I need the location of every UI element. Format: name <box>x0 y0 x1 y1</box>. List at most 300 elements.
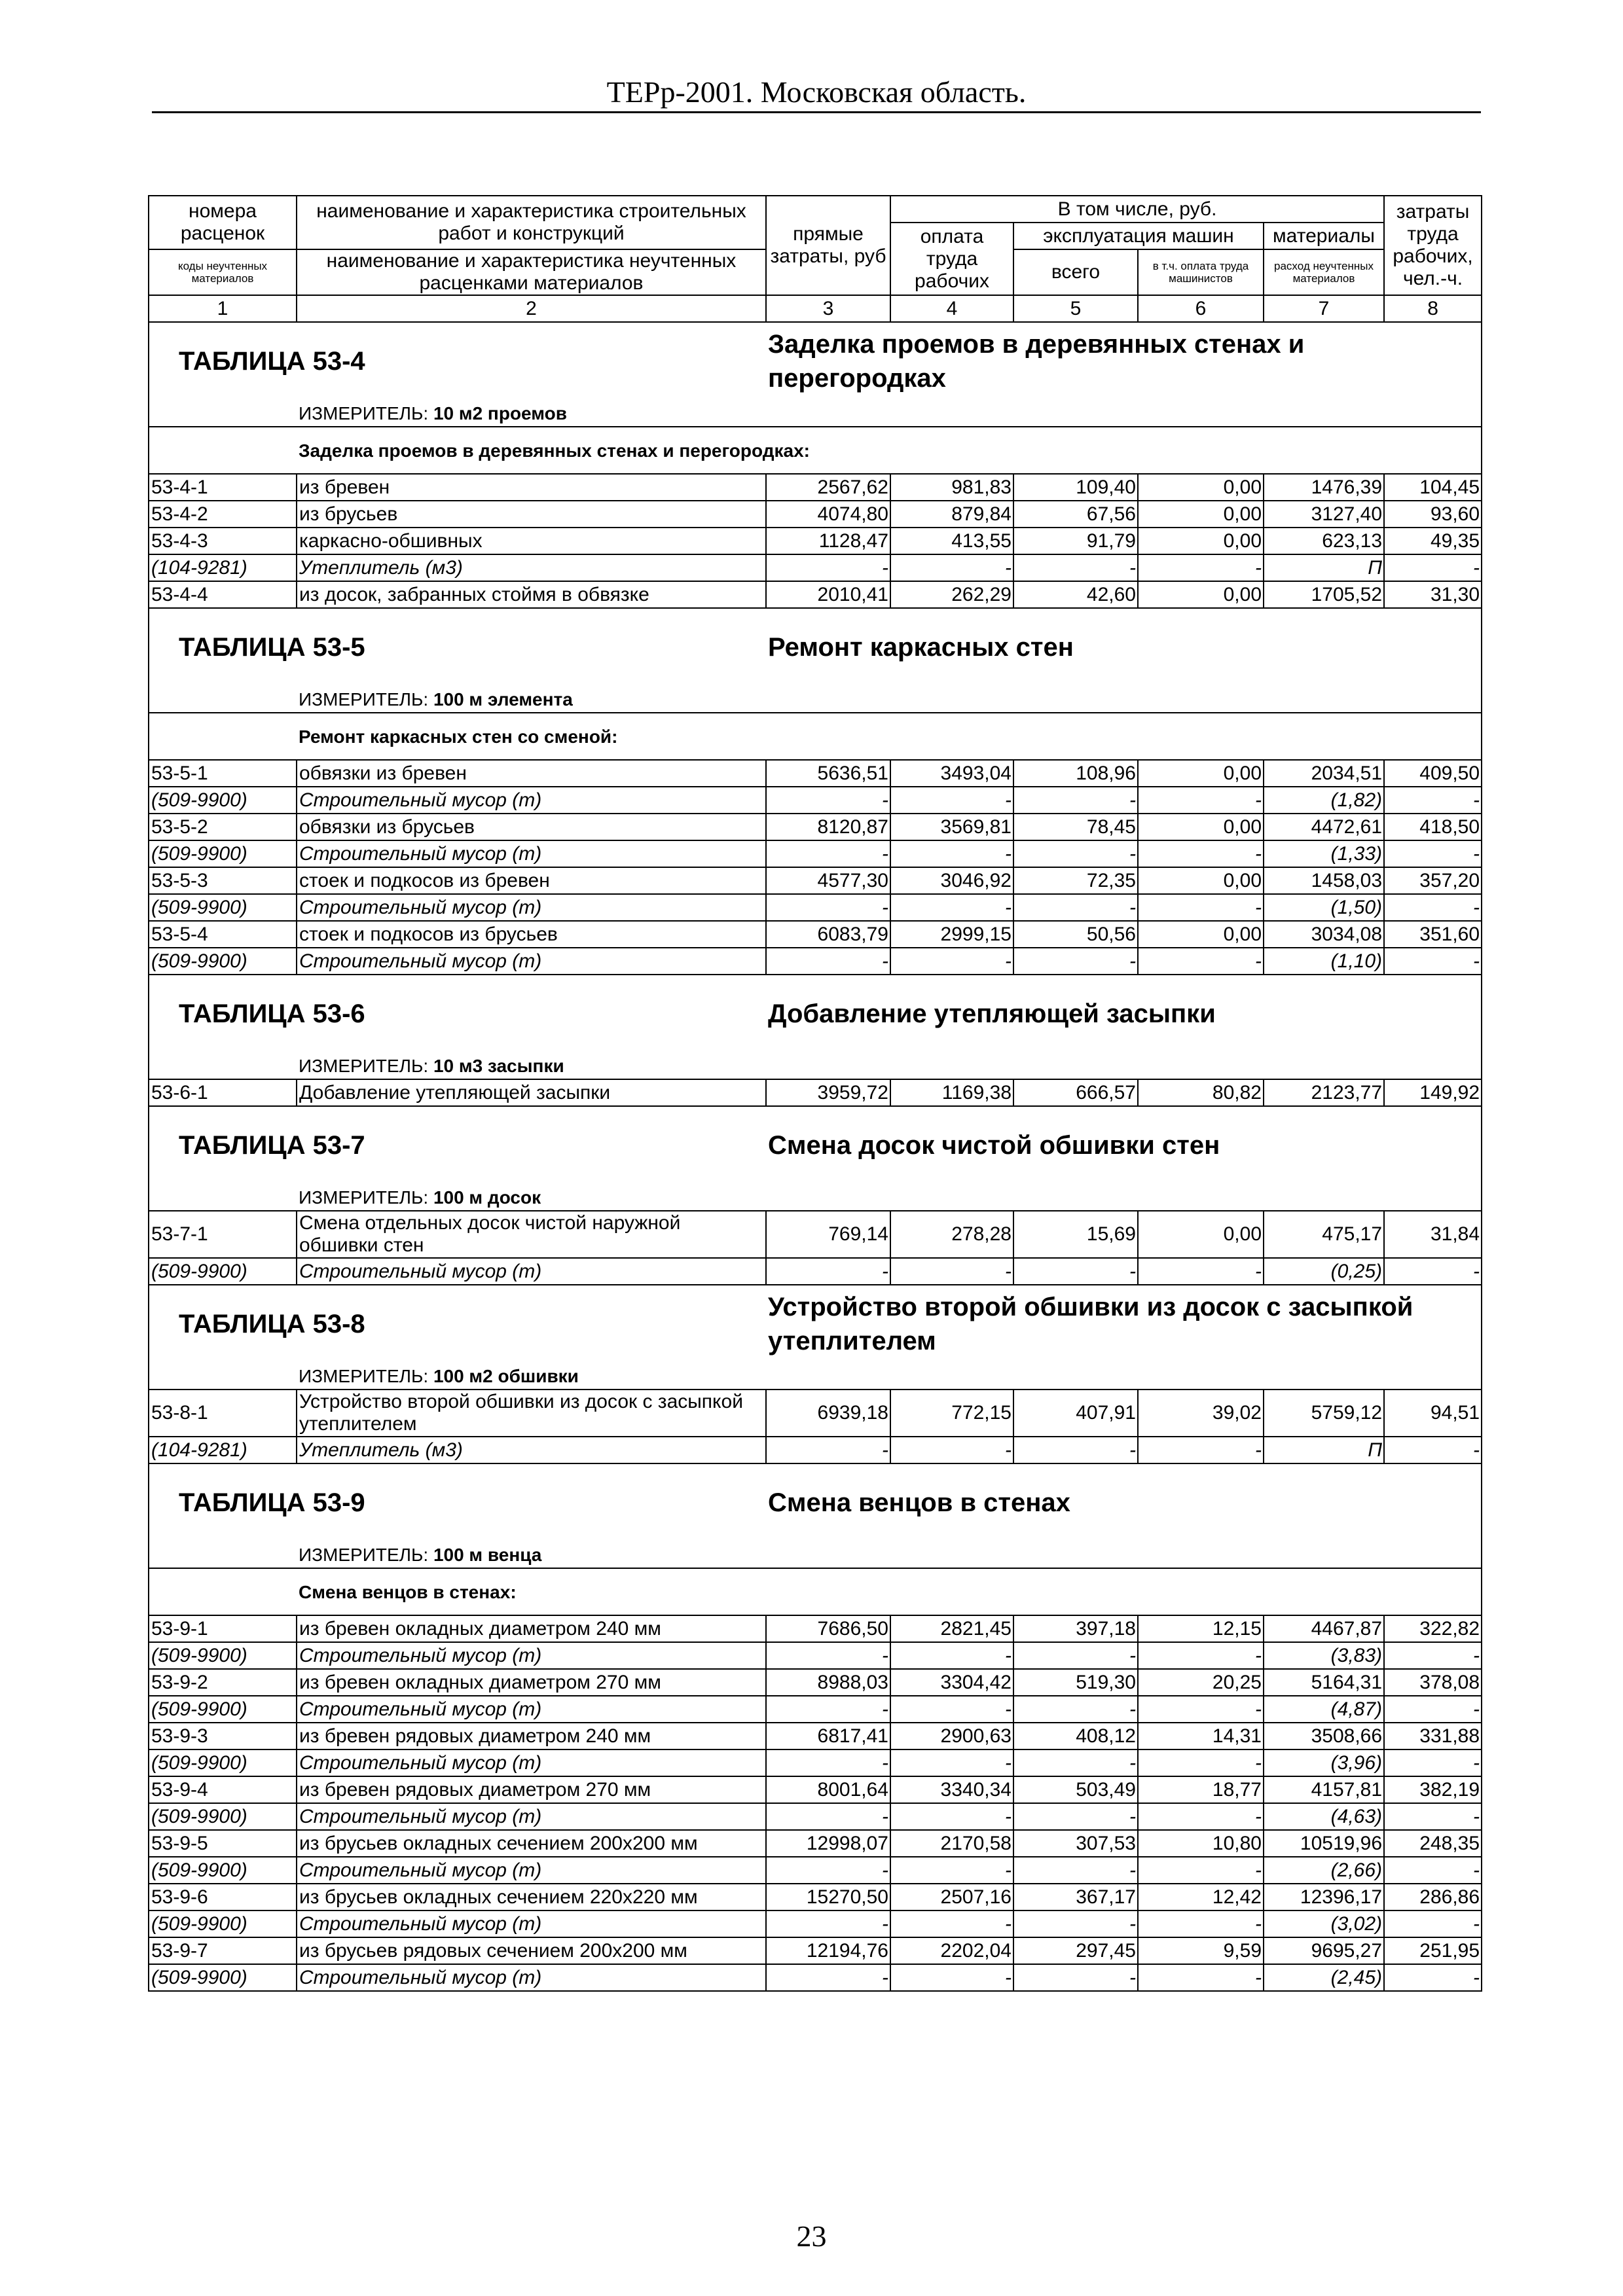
labor-hours-cell: - <box>1384 1803 1482 1830</box>
machinist-pay-cell: 12,42 <box>1138 1884 1264 1910</box>
labor-pay-cell: 2202,04 <box>890 1937 1013 1964</box>
machines-total-cell: 72,35 <box>1013 867 1138 894</box>
material-row <box>149 1696 1482 1723</box>
work-name-cell: обвязки из бревен <box>297 760 766 787</box>
machinist-pay-cell: 0,00 <box>1138 1211 1264 1258</box>
materials-cell: (1,50) <box>1264 894 1384 921</box>
materials-cell: (1,33) <box>1264 840 1384 867</box>
machines-total-cell: - <box>1013 1857 1138 1884</box>
direct-costs-cell: 4577,30 <box>766 867 890 894</box>
work-name-cell: Утеплитель (м3) <box>297 554 766 581</box>
machinist-pay-cell: - <box>1138 1857 1264 1884</box>
machines-total-cell: 15,69 <box>1013 1211 1138 1258</box>
work-name-cell: Строительный мусор (т) <box>297 840 766 867</box>
col-num: 6 <box>1138 295 1264 322</box>
machines-total-cell: - <box>1013 948 1138 975</box>
direct-costs-cell: 769,14 <box>766 1211 890 1258</box>
machinist-pay-cell: 18,77 <box>1138 1776 1264 1803</box>
col6-header: в т.ч. оплата труда машинистов <box>1138 249 1264 295</box>
direct-costs-cell: - <box>766 554 890 581</box>
labor-hours-cell: - <box>1384 554 1482 581</box>
group-header: В том числе, руб. <box>890 196 1384 223</box>
labor-pay-cell: 2170,58 <box>890 1830 1013 1857</box>
machinist-pay-cell: 39,02 <box>1138 1390 1264 1437</box>
work-name-cell: Добавление утепляющей засыпки <box>297 1079 766 1106</box>
materials-cell: 12396,17 <box>1264 1884 1384 1910</box>
labor-pay-cell: 2900,63 <box>890 1723 1013 1749</box>
machinist-pay-cell: 20,25 <box>1138 1669 1264 1696</box>
rate-code-cell: 53-5-4 <box>149 921 297 948</box>
materials-cell: (1,10) <box>1264 948 1384 975</box>
materials-cell: (0,25) <box>1264 1258 1384 1285</box>
machinist-pay-cell: - <box>1138 894 1264 921</box>
materials-cell: (2,45) <box>1264 1964 1384 1991</box>
machines-total-cell: - <box>1013 1258 1138 1285</box>
direct-costs-cell: 2010,41 <box>766 581 890 608</box>
materials-cell: 4467,87 <box>1264 1615 1384 1642</box>
material-row <box>149 1642 1482 1669</box>
work-name-cell: Строительный мусор (т) <box>297 1910 766 1937</box>
work-name-cell: обвязки из брусьев <box>297 814 766 840</box>
machines-total-cell: 91,79 <box>1013 528 1138 554</box>
work-name-cell: из брусьев окладных сечением 200х200 мм <box>297 1830 766 1857</box>
table-row <box>149 867 1482 894</box>
rate-code-cell: (509-9900) <box>149 840 297 867</box>
labor-hours-cell: 409,50 <box>1384 760 1482 787</box>
machinist-pay-cell: 0,00 <box>1138 501 1264 528</box>
document-title: ТЕРр-2001. Московская область. <box>152 73 1481 113</box>
section-53-5 <box>149 608 1482 686</box>
work-name-cell: из бревен <box>297 474 766 501</box>
rate-code-cell: (509-9900) <box>149 1857 297 1884</box>
direct-costs-cell: 6817,41 <box>766 1723 890 1749</box>
work-name-cell: из бревен рядовых диаметром 240 мм <box>297 1723 766 1749</box>
direct-costs-cell: 8001,64 <box>766 1776 890 1803</box>
work-name-cell: Строительный мусор (т) <box>297 787 766 814</box>
machinist-pay-cell: 80,82 <box>1138 1079 1264 1106</box>
machines-total-cell: 78,45 <box>1013 814 1138 840</box>
col1-subheader: коды неучтенных материалов <box>149 249 297 295</box>
table-row <box>149 1669 1482 1696</box>
labor-hours-cell: 31,30 <box>1384 581 1482 608</box>
col-num: 2 <box>297 295 766 322</box>
machinist-pay-cell: - <box>1138 1803 1264 1830</box>
direct-costs-cell: 15270,50 <box>766 1884 890 1910</box>
col-num: 4 <box>890 295 1013 322</box>
work-name-cell: Строительный мусор (т) <box>297 1642 766 1669</box>
labor-pay-cell: - <box>890 1258 1013 1285</box>
materials-cell: 5164,31 <box>1264 1669 1384 1696</box>
labor-pay-cell: 3493,04 <box>890 760 1013 787</box>
rate-code-cell: 53-8-1 <box>149 1390 297 1437</box>
unit-line: ИЗМЕРИТЕЛЬ: 100 м венца <box>297 1541 1482 1568</box>
rate-code-cell: 53-6-1 <box>149 1079 297 1106</box>
materials-cell: 3127,40 <box>1264 501 1384 528</box>
materials-cell: 475,17 <box>1264 1211 1384 1258</box>
work-name-cell: каркасно-обшивных <box>297 528 766 554</box>
material-row <box>149 840 1482 867</box>
col-num: 7 <box>1264 295 1384 322</box>
col-num: 8 <box>1384 295 1482 322</box>
machinist-pay-cell: 10,80 <box>1138 1830 1264 1857</box>
table-row <box>149 1615 1482 1642</box>
materials-cell: 5759,12 <box>1264 1390 1384 1437</box>
section-title: ТАБЛИЦА 53-7 <box>149 1106 766 1184</box>
machines-total-cell: 108,96 <box>1013 760 1138 787</box>
table-row <box>149 474 1482 501</box>
labor-hours-cell: 251,95 <box>1384 1937 1482 1964</box>
labor-hours-cell: 93,60 <box>1384 501 1482 528</box>
materials-cell: 2034,51 <box>1264 760 1384 787</box>
header-row-1 <box>149 196 1482 223</box>
table-row <box>149 1723 1482 1749</box>
rate-code-cell: (509-9900) <box>149 1696 297 1723</box>
materials-cell: (2,66) <box>1264 1857 1384 1884</box>
work-name-cell: из бревен рядовых диаметром 270 мм <box>297 1776 766 1803</box>
labor-pay-cell: 981,83 <box>890 474 1013 501</box>
machinist-pay-cell: - <box>1138 1437 1264 1463</box>
labor-hours-cell: - <box>1384 1258 1482 1285</box>
machinist-pay-cell: - <box>1138 1910 1264 1937</box>
rate-code-cell: (509-9900) <box>149 948 297 975</box>
machines-total-cell: 50,56 <box>1013 921 1138 948</box>
labor-hours-cell: - <box>1384 1964 1482 1991</box>
group-row <box>149 427 1482 474</box>
labor-hours-cell: 94,51 <box>1384 1390 1482 1437</box>
group-title: Ремонт каркасных стен со сменой: <box>297 713 1482 760</box>
table-row <box>149 1079 1482 1106</box>
section-description: Ремонт каркасных стен <box>766 608 1482 686</box>
unit-line: ИЗМЕРИТЕЛЬ: 10 м2 проемов <box>297 400 1482 427</box>
materials-cell: 4472,61 <box>1264 814 1384 840</box>
rate-code-cell: 53-4-1 <box>149 474 297 501</box>
rate-code-cell: 53-5-1 <box>149 760 297 787</box>
machinist-pay-cell: 0,00 <box>1138 921 1264 948</box>
section-53-8 <box>149 1285 1482 1363</box>
materials-cell: 3034,08 <box>1264 921 1384 948</box>
rate-code-cell: (509-9900) <box>149 787 297 814</box>
direct-costs-cell: 8988,03 <box>766 1669 890 1696</box>
section-unit <box>149 686 1482 713</box>
material-row <box>149 948 1482 975</box>
rate-code-cell: 53-4-3 <box>149 528 297 554</box>
labor-hours-cell: 382,19 <box>1384 1776 1482 1803</box>
labor-hours-cell: - <box>1384 1857 1482 1884</box>
machines-total-cell: - <box>1013 554 1138 581</box>
table-row <box>149 921 1482 948</box>
rate-code-cell: 53-5-3 <box>149 867 297 894</box>
machinist-pay-cell: - <box>1138 1642 1264 1669</box>
rate-code-cell: 53-9-4 <box>149 1776 297 1803</box>
material-row <box>149 1964 1482 1991</box>
direct-costs-cell: 5636,51 <box>766 760 890 787</box>
table-row <box>149 1776 1482 1803</box>
rate-code-cell: 53-9-1 <box>149 1615 297 1642</box>
machinist-pay-cell: - <box>1138 1749 1264 1776</box>
materials-cell: 623,13 <box>1264 528 1384 554</box>
direct-costs-cell: - <box>766 948 890 975</box>
labor-hours-cell: 149,92 <box>1384 1079 1482 1106</box>
machines-total-cell: 503,49 <box>1013 1776 1138 1803</box>
page-number: 23 <box>796 2219 827 2253</box>
materials-cell: 2123,77 <box>1264 1079 1384 1106</box>
work-name-cell: из брусьев окладных сечением 220х220 мм <box>297 1884 766 1910</box>
labor-pay-cell: - <box>890 1437 1013 1463</box>
table-row <box>149 1830 1482 1857</box>
direct-costs-cell: - <box>766 840 890 867</box>
col4-header: оплата труда рабочих <box>890 223 1013 295</box>
rate-code-cell: 53-9-6 <box>149 1884 297 1910</box>
machines-header: эксплуатация машин <box>1013 223 1264 249</box>
materials-cell: 10519,96 <box>1264 1830 1384 1857</box>
labor-pay-cell: 3340,34 <box>890 1776 1013 1803</box>
materials-cell: 1476,39 <box>1264 474 1384 501</box>
labor-pay-cell: - <box>890 787 1013 814</box>
col8-header: затраты труда рабочих, чел.-ч. <box>1384 196 1482 295</box>
machinist-pay-cell: 0,00 <box>1138 581 1264 608</box>
rate-code-cell: (509-9900) <box>149 1910 297 1937</box>
work-name-cell: Строительный мусор (т) <box>297 1964 766 1991</box>
machinist-pay-cell: - <box>1138 840 1264 867</box>
table-row <box>149 1211 1482 1258</box>
labor-pay-cell: 278,28 <box>890 1211 1013 1258</box>
work-name-cell: из брусьев рядовых сечением 200х200 мм <box>297 1937 766 1964</box>
materials-cell: (1,82) <box>1264 787 1384 814</box>
direct-costs-cell: 3959,72 <box>766 1079 890 1106</box>
col7-subheader: расход неучтенных материалов <box>1264 249 1384 295</box>
labor-hours-cell: - <box>1384 840 1482 867</box>
work-name-cell: Строительный мусор (т) <box>297 1857 766 1884</box>
labor-hours-cell: 286,86 <box>1384 1884 1482 1910</box>
machinist-pay-cell: - <box>1138 1696 1264 1723</box>
rate-code-cell: 53-7-1 <box>149 1211 297 1258</box>
machines-total-cell: - <box>1013 1803 1138 1830</box>
labor-pay-cell: 3046,92 <box>890 867 1013 894</box>
rate-code-cell: 53-9-2 <box>149 1669 297 1696</box>
materials-cell: (3,02) <box>1264 1910 1384 1937</box>
materials-cell: (3,83) <box>1264 1642 1384 1669</box>
rate-code-cell: 53-9-7 <box>149 1937 297 1964</box>
direct-costs-cell: 7686,50 <box>766 1615 890 1642</box>
rate-code-cell: (509-9900) <box>149 1642 297 1669</box>
machines-total-cell: - <box>1013 1642 1138 1669</box>
labor-pay-cell: - <box>890 840 1013 867</box>
direct-costs-cell: 2567,62 <box>766 474 890 501</box>
labor-pay-cell: - <box>890 554 1013 581</box>
section-unit <box>149 1363 1482 1390</box>
table-row <box>149 1390 1482 1437</box>
table-row <box>149 528 1482 554</box>
machinist-pay-cell: 14,31 <box>1138 1723 1264 1749</box>
work-name-cell: Устройство второй обшивки из досок с засыпкой утеплителем <box>297 1390 766 1437</box>
work-name-cell: Строительный мусор (т) <box>297 1803 766 1830</box>
col-num: 1 <box>149 295 297 322</box>
labor-pay-cell: 262,29 <box>890 581 1013 608</box>
machines-total-cell: 407,91 <box>1013 1390 1138 1437</box>
group-title: Заделка проемов в деревянных стенах и перегородках: <box>297 427 1482 474</box>
machinist-pay-cell: 0,00 <box>1138 814 1264 840</box>
labor-pay-cell: - <box>890 1642 1013 1669</box>
labor-hours-cell: - <box>1384 894 1482 921</box>
machines-total-cell: 408,12 <box>1013 1723 1138 1749</box>
table-row <box>149 814 1482 840</box>
machinist-pay-cell: 12,15 <box>1138 1615 1264 1642</box>
machines-total-cell: 109,40 <box>1013 474 1138 501</box>
work-name-cell: Утеплитель (м3) <box>297 1437 766 1463</box>
col2-subheader: наименование и характеристика неучтенных расценками материалов <box>297 249 766 295</box>
table-row <box>149 760 1482 787</box>
material-row <box>149 1749 1482 1776</box>
labor-hours-cell: 418,50 <box>1384 814 1482 840</box>
machines-total-cell: 397,18 <box>1013 1615 1138 1642</box>
materials-cell: (4,87) <box>1264 1696 1384 1723</box>
material-row <box>149 1910 1482 1937</box>
labor-hours-cell: 331,88 <box>1384 1723 1482 1749</box>
section-title: ТАБЛИЦА 53-4 <box>149 322 766 400</box>
labor-pay-cell: - <box>890 1696 1013 1723</box>
labor-hours-cell: 31,84 <box>1384 1211 1482 1258</box>
rate-code-cell: 53-4-2 <box>149 501 297 528</box>
material-row <box>149 1437 1482 1463</box>
section-unit <box>149 1184 1482 1211</box>
rate-code-cell: (509-9900) <box>149 1749 297 1776</box>
direct-costs-cell: - <box>766 1696 890 1723</box>
material-row <box>149 1857 1482 1884</box>
rate-code-cell: (104-9281) <box>149 1437 297 1463</box>
work-name-cell: из бревен окладных диаметром 270 мм <box>297 1669 766 1696</box>
materials-cell: П <box>1264 554 1384 581</box>
direct-costs-cell: - <box>766 1642 890 1669</box>
machinist-pay-cell: - <box>1138 787 1264 814</box>
labor-hours-cell: 248,35 <box>1384 1830 1482 1857</box>
labor-hours-cell: - <box>1384 787 1482 814</box>
materials-cell: (3,96) <box>1264 1749 1384 1776</box>
machinist-pay-cell: - <box>1138 1258 1264 1285</box>
labor-pay-cell: 772,15 <box>890 1390 1013 1437</box>
materials-cell: П <box>1264 1437 1384 1463</box>
materials-cell: 3508,66 <box>1264 1723 1384 1749</box>
direct-costs-cell: 6939,18 <box>766 1390 890 1437</box>
section-53-7 <box>149 1106 1482 1184</box>
labor-hours-cell: 49,35 <box>1384 528 1482 554</box>
direct-costs-cell: 12194,76 <box>766 1937 890 1964</box>
machines-total-cell: 42,60 <box>1013 581 1138 608</box>
section-unit <box>149 1052 1482 1079</box>
section-unit <box>149 400 1482 427</box>
column-numbers-row <box>149 295 1482 322</box>
machines-total-cell: - <box>1013 894 1138 921</box>
machinist-pay-cell: - <box>1138 554 1264 581</box>
machines-total-cell: - <box>1013 1437 1138 1463</box>
rate-code-cell: 53-4-4 <box>149 581 297 608</box>
section-53-9 <box>149 1463 1482 1541</box>
labor-pay-cell: - <box>890 1964 1013 1991</box>
rate-code-cell: 53-9-5 <box>149 1830 297 1857</box>
col1-header: номера расценок <box>149 196 297 249</box>
section-title: ТАБЛИЦА 53-5 <box>149 608 766 686</box>
section-title: ТАБЛИЦА 53-9 <box>149 1463 766 1541</box>
section-description: Добавление утепляющей засыпки <box>766 975 1482 1052</box>
work-name-cell: из досок, забранных стоймя в обвязке <box>297 581 766 608</box>
labor-hours-cell: - <box>1384 1642 1482 1669</box>
col5-header: всего <box>1013 249 1138 295</box>
machines-total-cell: - <box>1013 840 1138 867</box>
direct-costs-cell: 12998,07 <box>766 1830 890 1857</box>
machinist-pay-cell: 0,00 <box>1138 867 1264 894</box>
machines-total-cell: - <box>1013 1910 1138 1937</box>
machines-total-cell: - <box>1013 1749 1138 1776</box>
rate-code-cell: (509-9900) <box>149 894 297 921</box>
labor-pay-cell: 3569,81 <box>890 814 1013 840</box>
machinist-pay-cell: 0,00 <box>1138 760 1264 787</box>
direct-costs-cell: 4074,80 <box>766 501 890 528</box>
labor-pay-cell: 2507,16 <box>890 1884 1013 1910</box>
work-name-cell: стоек и подкосов из бревен <box>297 867 766 894</box>
work-name-cell: из брусьев <box>297 501 766 528</box>
machines-total-cell: 666,57 <box>1013 1079 1138 1106</box>
materials-cell: 4157,81 <box>1264 1776 1384 1803</box>
material-row <box>149 894 1482 921</box>
material-row <box>149 787 1482 814</box>
direct-costs-cell: - <box>766 1803 890 1830</box>
material-row <box>149 554 1482 581</box>
group-row <box>149 713 1482 760</box>
labor-hours-cell: 322,82 <box>1384 1615 1482 1642</box>
material-row <box>149 1803 1482 1830</box>
machines-total-cell: - <box>1013 1964 1138 1991</box>
section-description: Заделка проемов в деревянных стенах и перегородках <box>766 322 1482 400</box>
unit-line: ИЗМЕРИТЕЛЬ: 100 м досок <box>297 1184 1482 1211</box>
table-row <box>149 581 1482 608</box>
labor-hours-cell: 378,08 <box>1384 1669 1482 1696</box>
direct-costs-cell: - <box>766 894 890 921</box>
table-row <box>149 1937 1482 1964</box>
direct-costs-cell: - <box>766 1437 890 1463</box>
machinist-pay-cell: 0,00 <box>1138 528 1264 554</box>
work-name-cell: Строительный мусор (т) <box>297 948 766 975</box>
unit-line: ИЗМЕРИТЕЛЬ: 100 м2 обшивки <box>297 1363 1482 1390</box>
work-name-cell: Строительный мусор (т) <box>297 1749 766 1776</box>
section-53-6 <box>149 975 1482 1052</box>
labor-hours-cell: 351,60 <box>1384 921 1482 948</box>
unit-line: ИЗМЕРИТЕЛЬ: 10 м3 засыпки <box>297 1052 1482 1079</box>
machines-total-cell: 307,53 <box>1013 1830 1138 1857</box>
direct-costs-cell: 6083,79 <box>766 921 890 948</box>
machinist-pay-cell: - <box>1138 1964 1264 1991</box>
machines-total-cell: 297,45 <box>1013 1937 1138 1964</box>
section-unit <box>149 1541 1482 1568</box>
work-name-cell: Смена отдельных досок чистой наружной обшивки стен <box>297 1211 766 1258</box>
rate-code-cell: (509-9900) <box>149 1803 297 1830</box>
direct-costs-cell: 1128,47 <box>766 528 890 554</box>
labor-hours-cell: - <box>1384 1910 1482 1937</box>
rate-code-cell: (509-9900) <box>149 1964 297 1991</box>
work-name-cell: Строительный мусор (т) <box>297 894 766 921</box>
direct-costs-cell: - <box>766 1258 890 1285</box>
section-description: Смена досок чистой обшивки стен <box>766 1106 1482 1184</box>
section-53-4 <box>149 322 1482 400</box>
labor-pay-cell: 413,55 <box>890 528 1013 554</box>
col-num: 3 <box>766 295 890 322</box>
labor-pay-cell: 3304,42 <box>890 1669 1013 1696</box>
section-description: Смена венцов в стенах <box>766 1463 1482 1541</box>
col3-header: прямые затраты, руб <box>766 196 890 295</box>
direct-costs-cell: - <box>766 1857 890 1884</box>
direct-costs-cell: - <box>766 1964 890 1991</box>
rate-code-cell: 53-9-3 <box>149 1723 297 1749</box>
machines-total-cell: - <box>1013 1696 1138 1723</box>
table-row <box>149 1884 1482 1910</box>
